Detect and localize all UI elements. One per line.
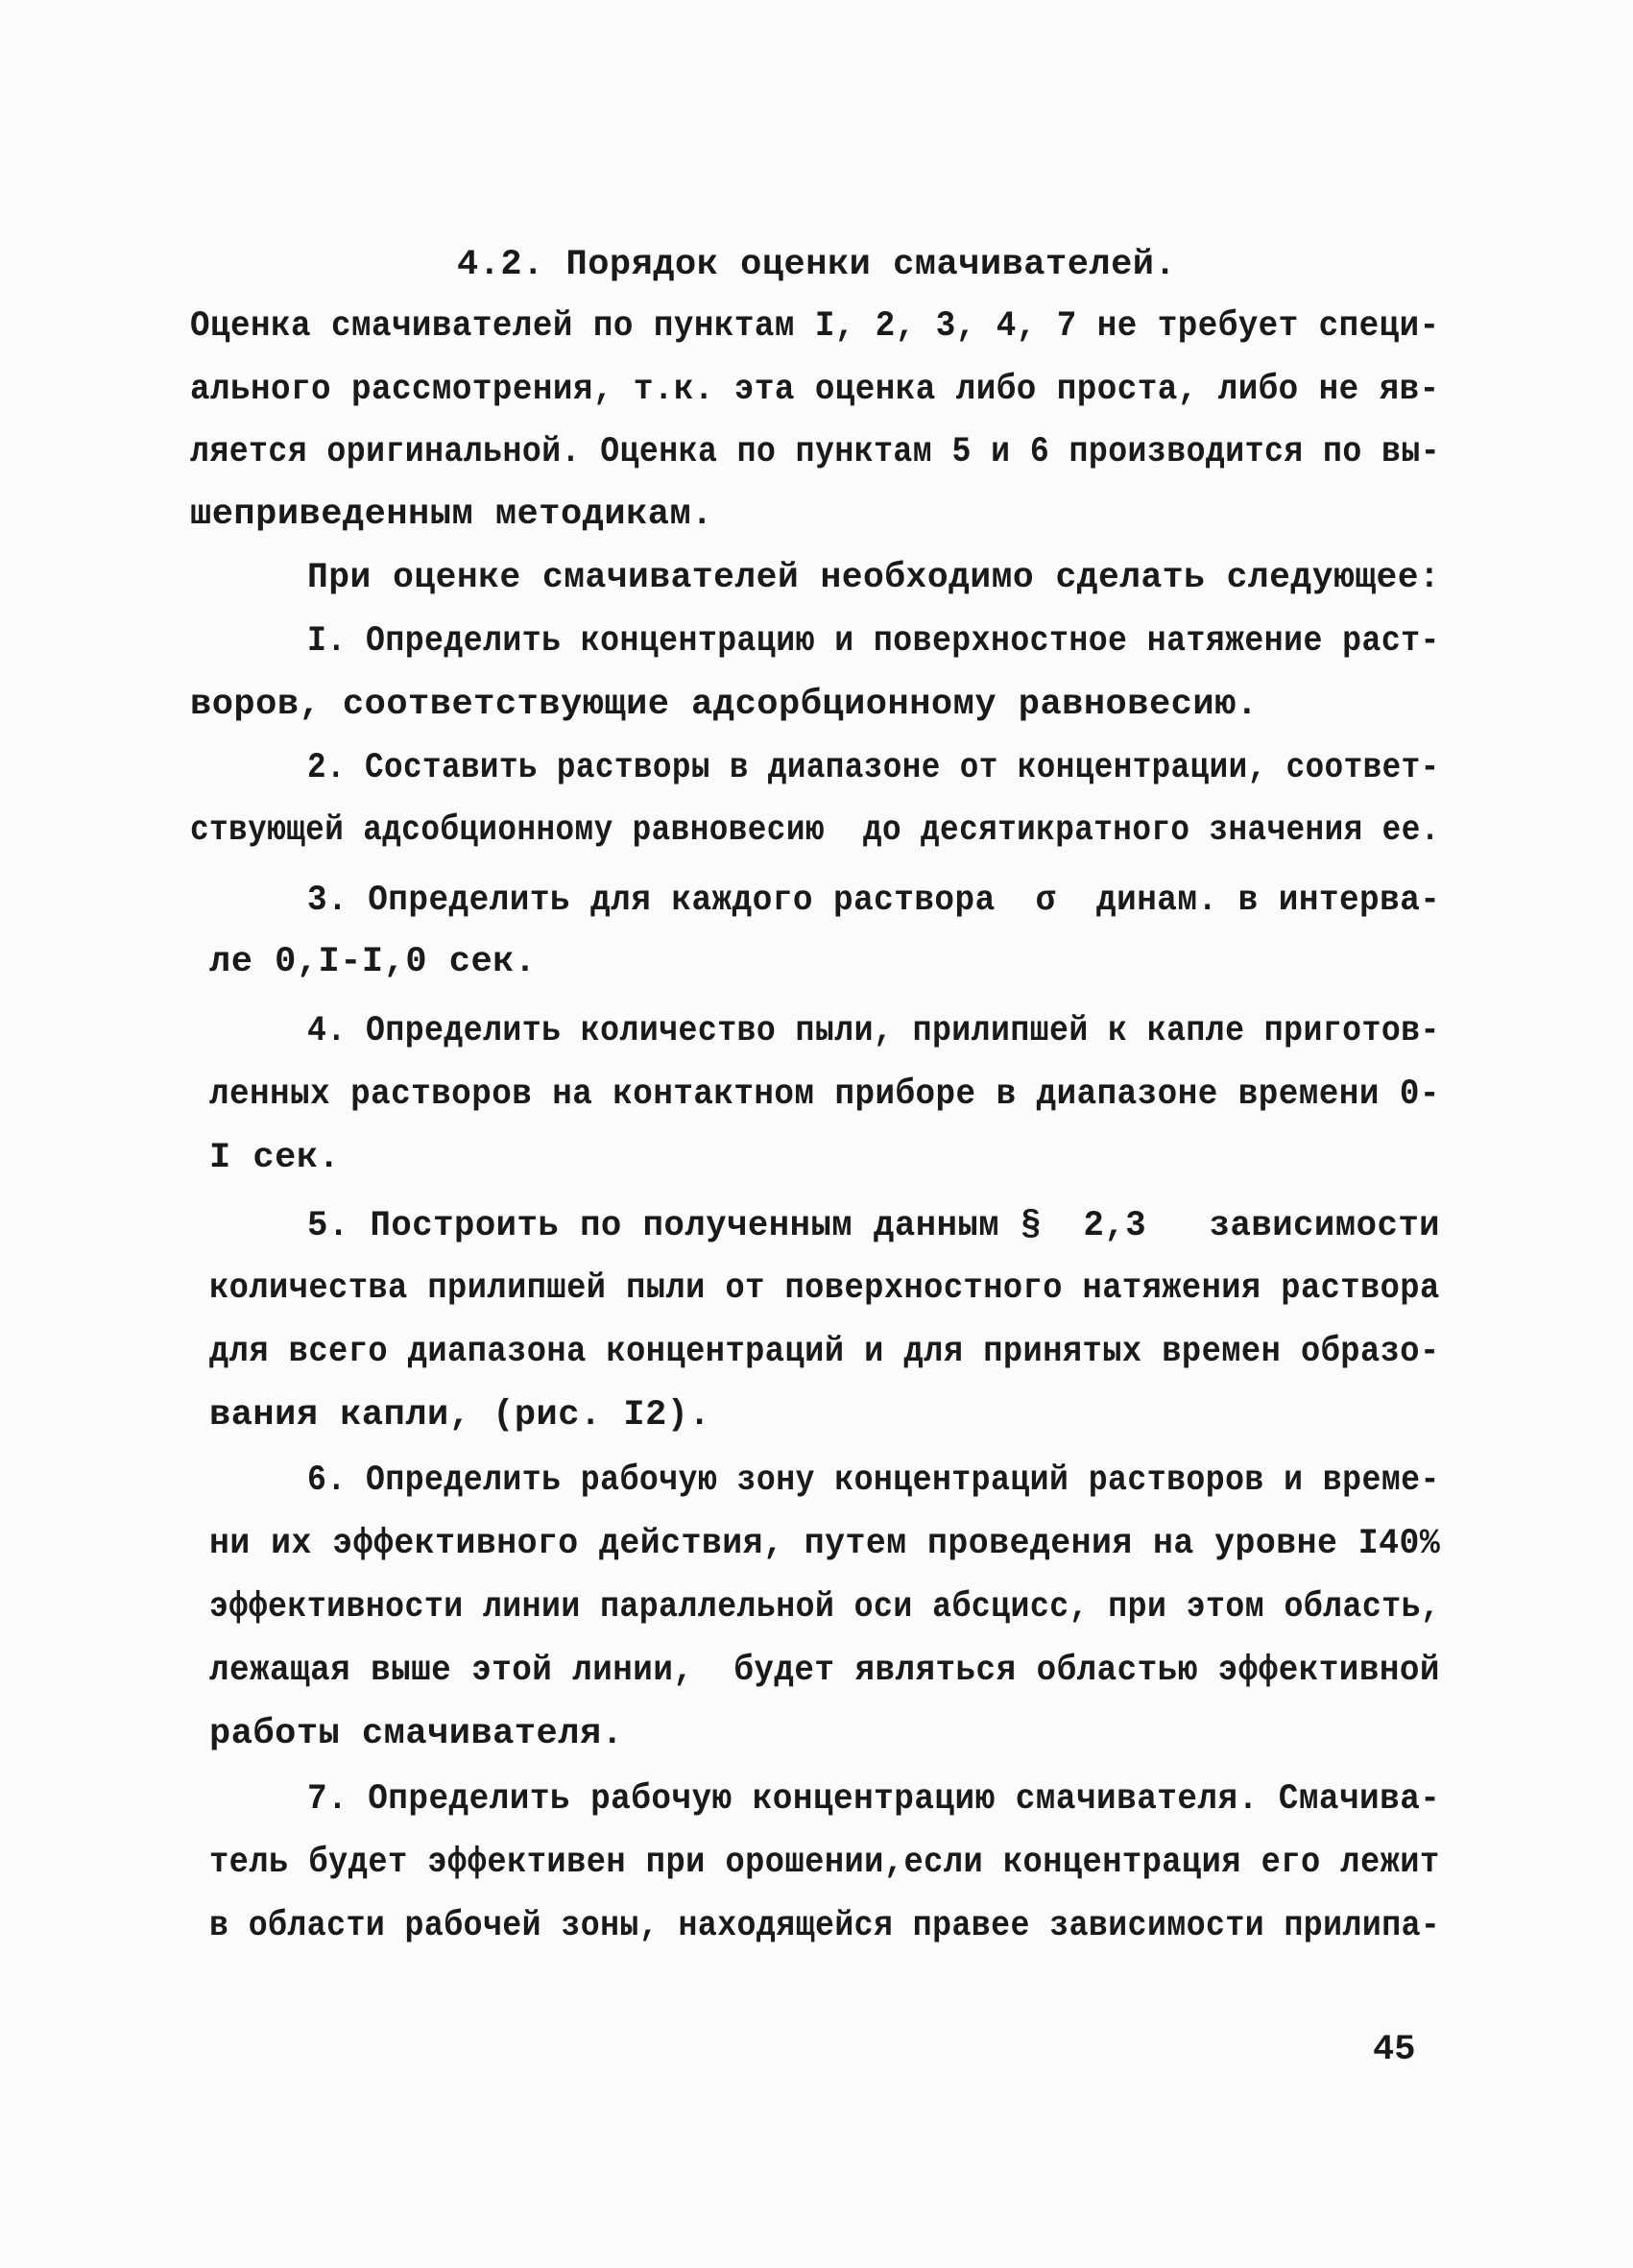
list-item-7: 7. Определить рабочую концентрацию смачивателя. Смачива- xyxy=(307,1779,1441,1820)
text-line: количества прилипшей пыли от поверхностного натяжения раствора xyxy=(209,1268,1440,1309)
list-item-5: 5. Построить по полученным данным § 2,3 зависимости xyxy=(307,1206,1441,1246)
text-line: для всего диапазона концентраций и для принятых времен образо- xyxy=(209,1332,1440,1372)
text-line: ленных растворов на контактном приборе в диапазоне времени 0- xyxy=(209,1074,1440,1115)
text-line: ляется оригинальной. Оценка по пунктам 5 и 6 производится по вы- xyxy=(190,432,1441,472)
text-line: эффективности линии параллельной оси абсцисс, при этом область, xyxy=(209,1587,1441,1628)
text-line: ствующей адсобционному равновесию до десятикратного значения ее. xyxy=(190,810,1440,851)
text-line: ни их эффективного действия, путем проведения на уровне I40% xyxy=(209,1524,1441,1564)
list-item-2: 2. Составить растворы в диапазоне от концентрации, соответ- xyxy=(307,748,1440,788)
text-line: воров, соответствующие адсорбционному равновесию. xyxy=(190,685,1259,725)
text-line: При оценке смачивателей необходимо сделать следующее: xyxy=(307,558,1441,598)
page-number: 45 xyxy=(1373,2030,1416,2070)
text-line: Оценка смачивателей по пунктам I, 2, 3, 4, 7 не требует специ- xyxy=(190,306,1440,347)
text-line: тель будет эффективен при орошении,если концентрация его лежит xyxy=(209,1843,1440,1883)
text-line: работы смачивателя. xyxy=(209,1714,624,1754)
list-item-1: I. Определить концентрацию и поверхностное натяжение раст- xyxy=(307,621,1440,662)
text-line: ле 0,I-I,0 сек. xyxy=(209,942,537,982)
text-line: вания капли, (рис. I2). xyxy=(209,1395,711,1436)
section-heading: 4.2. Порядок оценки смачивателей. xyxy=(457,245,1177,285)
text-line: I сек. xyxy=(209,1138,341,1178)
list-item-4: 4. Определить количество пыли, прилипшей к капле приготов- xyxy=(307,1011,1440,1051)
text-line: ального рассмотрения, т.к. эта оценка либо проста, либо не яв- xyxy=(190,370,1440,410)
list-item-6: 6. Определить рабочую зону концентраций растворов и време- xyxy=(307,1460,1440,1501)
text-line: шеприведенным методикам. xyxy=(190,495,713,535)
text-line: лежащая выше этой линии, будет являться областью эффективной xyxy=(209,1651,1440,1691)
list-item-3: 3. Определить для каждого раствора σ динам. в интерва- xyxy=(307,881,1441,921)
text-line: в области рабочей зоны, находящейся правее зависимости прилипа- xyxy=(209,1906,1441,1946)
